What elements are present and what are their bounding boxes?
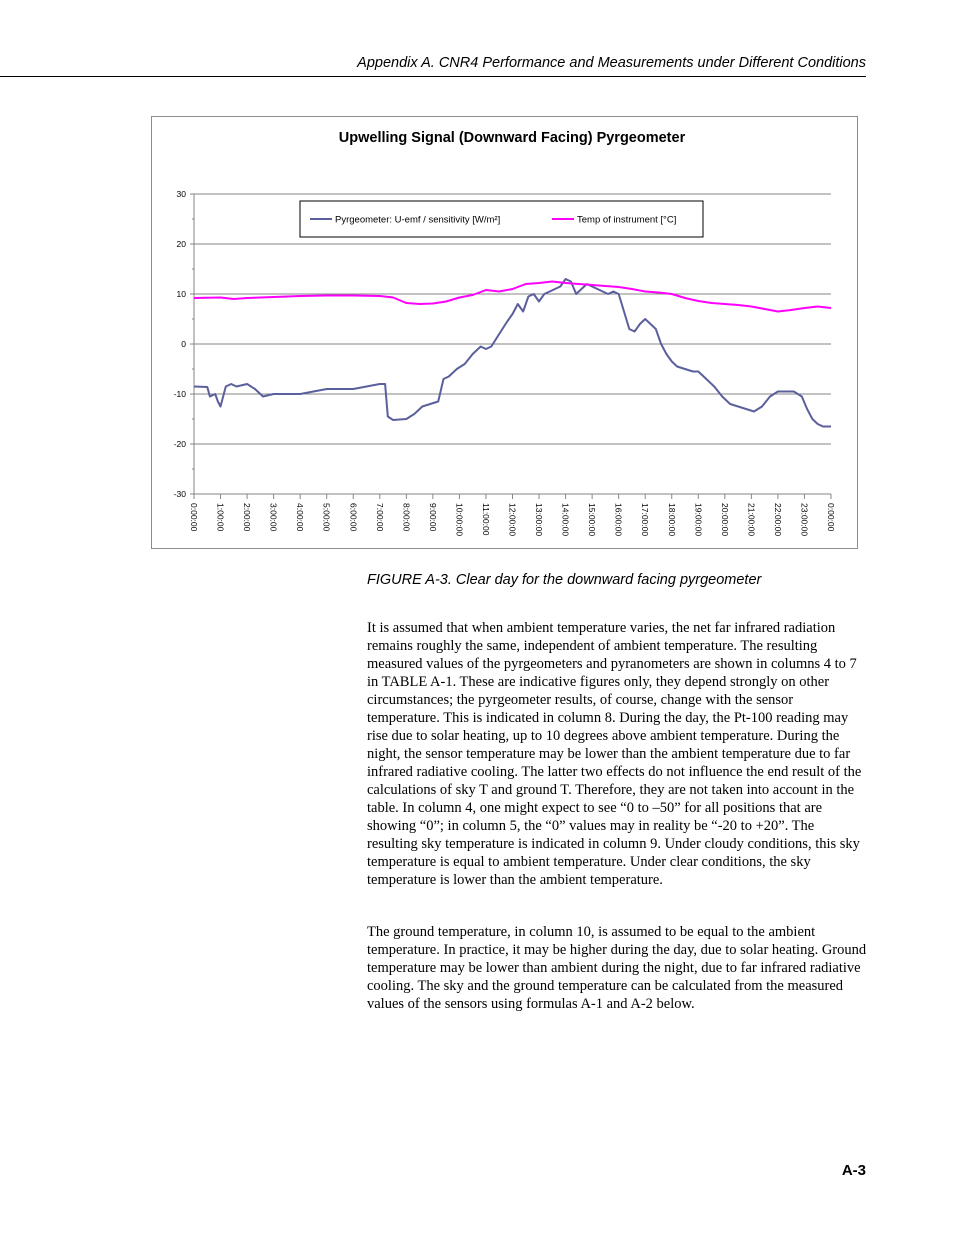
x-tick-label: 1:00:00 (215, 503, 226, 532)
y-tick-label: 0 (181, 339, 186, 349)
page-number: A-3 (841, 1162, 866, 1179)
legend-label-1: Pyrgeometer: U-emf / sensitivity [W/m²] (335, 214, 501, 226)
series-layer (194, 279, 831, 427)
y-tick-label: -10 (173, 389, 186, 399)
y-tick-label: 20 (176, 239, 186, 249)
y-tick-label: 10 (176, 289, 186, 299)
axes (174, 189, 836, 536)
y-tick-label: 30 (176, 189, 186, 199)
legend (300, 201, 703, 237)
x-tick-label: 15:00:00 (587, 503, 598, 537)
paragraph-2: The ground temperature, in column 10, is assumed to be equal to the ambient temperature. In practice, it may be higher during the day, due to solar heating. Ground temperature may be lower than ambient during the night, due to far infrared radiative cooling. The sky and the ground temperature can be calculated from the measured values of the sensors using formulas A-1 and A-2 below. (367, 924, 867, 1012)
x-tick-label: 23:00:00 (799, 503, 810, 537)
x-tick-label: 2:00:00 (242, 503, 253, 532)
x-tick-label: 11:00:00 (480, 503, 491, 536)
x-tick-label: 14:00:00 (560, 503, 571, 537)
pyrgeometer-line-chart (152, 117, 857, 548)
series-line-1 (194, 279, 831, 427)
x-tick-label: 0:00:00 (189, 503, 199, 532)
header-rule (0, 76, 866, 77)
x-tick-label: 19:00:00 (693, 503, 704, 537)
x-tick-label: 7:00:00 (374, 503, 385, 532)
x-tick-label: 0:00:00 (826, 503, 836, 532)
x-tick-label: 16:00:00 (613, 503, 624, 537)
x-tick-label: 20:00:00 (719, 503, 730, 537)
x-tick-label: 6:00:00 (348, 503, 359, 532)
chart-title: Upwelling Signal (Downward Facing) Pyrgeometer (338, 130, 686, 146)
y-tick-label: -20 (173, 439, 186, 449)
x-tick-label: 12:00:00 (507, 503, 518, 537)
x-tick-label: 13:00:00 (534, 503, 545, 537)
x-tick-label: 4:00:00 (295, 503, 306, 532)
x-tick-label: 17:00:00 (640, 503, 651, 537)
x-tick-label: 5:00:00 (321, 503, 332, 532)
running-header: Appendix A. CNR4 Performance and Measurements under Different Conditions (357, 55, 866, 71)
series-line-2 (194, 282, 831, 312)
x-tick-label: 9:00:00 (427, 503, 438, 532)
x-tick-label: 22:00:00 (772, 503, 783, 537)
legend-label-2: Temp of instrument [°C] (577, 214, 677, 226)
x-tick-label: 21:00:00 (746, 503, 757, 537)
chart-frame (151, 116, 858, 549)
x-tick-label: 10:00:00 (454, 503, 465, 537)
y-tick-label: -30 (173, 489, 186, 499)
figure-caption: FIGURE A-3. Clear day for the downward facing pyrgeometer (367, 572, 762, 588)
x-tick-label: 18:00:00 (666, 503, 677, 537)
x-tick-label: 8:00:00 (401, 503, 412, 532)
paragraph-1: It is assumed that when ambient temperature varies, the net far infrared radiation remains roughly the same, independent of ambient temperature. The resulting measured values of the pyrgeometers and pyranometers are shown in columns 4 to 7 in TABLE A-1. These are indicative figures only, they depend strongly on other circumstances; the pyrgeometer results, of course, change with the sensor temperature. This is indicated in column 8. During the day, the Pt-100 reading may rise due to solar heating, up to 10 degrees above ambient temperature. During the night, the sensor temperature may be lower than the ambient temperature due to far infrared radiative cooling. The latter two effects do not influence the end result of the calculations of sky T and ground T. Therefore, they are not taken into account in the table. In column 4, one might expect to see “0 to –50” for all positions that are showing “0”; in column 5, the “0” values may in reality be “-20 to +20”. The resulting sky temperature is indicated in column 9. Under cloudy conditions, this sky temperature is equal to ambient temperature. Under clear conditions, the sky temperature is lower than the ambient temperature. (367, 620, 862, 888)
x-tick-label: 3:00:00 (268, 503, 279, 532)
